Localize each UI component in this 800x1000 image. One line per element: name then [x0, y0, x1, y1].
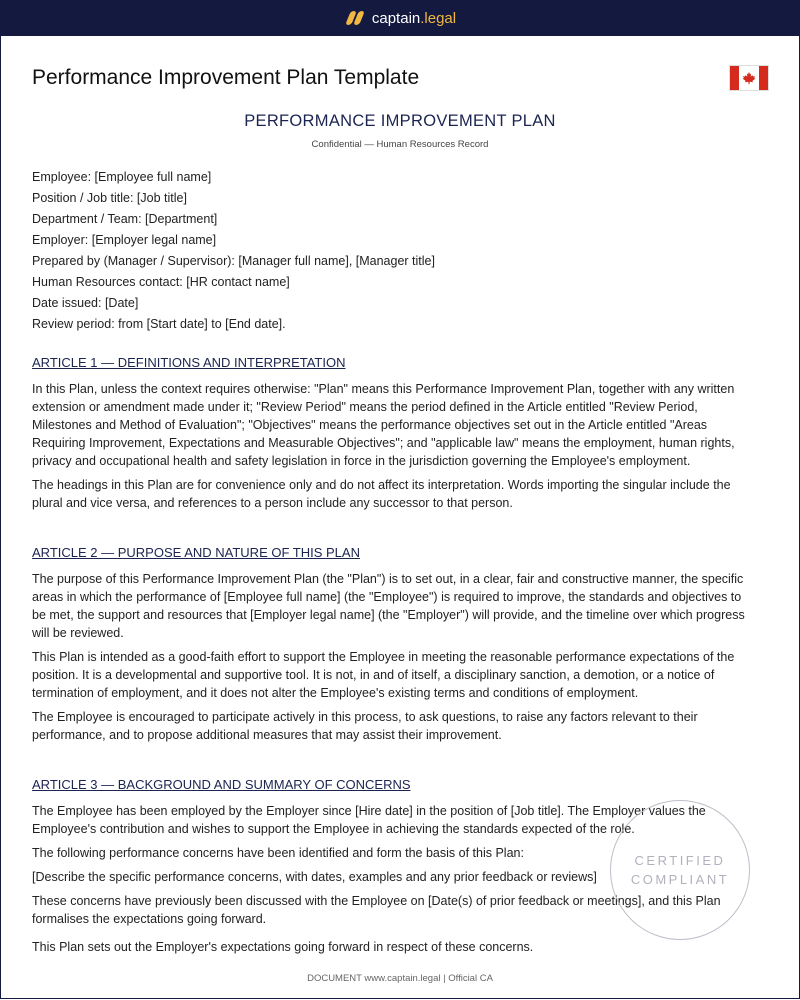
article-3-paragraph-1: The Employee has been employed by the Employer since [Hire date] in the position of [Job title]. The Employer values the Employee's contribution and wishes to support the Employee in achieving the standards expected of the role.	[32, 804, 706, 836]
article-2	[32, 544, 748, 750]
article-2-paragraph-2: This Plan is intended as a good-faith effort to support the Employee in meeting the reasonable performance expectations of the position. It is a developmental and supportive tool. It is not, in and of itself, a disciplinary sanction, a demotion, or a notice of termination of employment, and it does not alter the Employee's existing terms and conditions of employment.	[32, 650, 735, 700]
document-footer: DOCUMENT www.captain.legal | Official CA	[307, 973, 493, 984]
stamp-line-2: COMPLIANT	[630, 872, 730, 887]
article-2-paragraph-1: The purpose of this Performance Improvement Plan (the "Plan") is to set out, in a clear, fair and constructive manner, the specific areas in which the performance of [Employee full name] (the "Employee") is required to improve, the standards and objectives to be met, the support and resources that [Employer legal name] (the "Employer") will provide, and the timeline over which progress will be reviewed.	[32, 572, 745, 640]
field-review-period: Review period: from [Start date] to [End date].	[32, 317, 286, 331]
brand-tld: .legal	[420, 9, 457, 27]
plan-subheading: Confidential — Human Resources Record	[311, 139, 489, 150]
canada-flag-icon	[729, 65, 769, 91]
brand-logo[interactable]	[344, 10, 456, 27]
article-1-paragraph-1: In this Plan, unless the context requires otherwise: "Plan" means this Performance Improvement Plan, together with any written extension or amendment made under it; "Review Period" means the period defined in the Article entitled "Review Period, Milestones and Method of Evaluation"; "Objectives" means the performance objectives set out in the Article entitled "Areas Requiring Improvement, Expectations and Measurable Objectives"; and "applicable law" means the employment, human rights, privacy and occupational health and safety legislation in force in the jurisdiction governing the Employee's employment.	[32, 382, 735, 468]
article-3-paragraph-2: The following performance concerns have been identified and form the basis of this Plan:	[32, 846, 524, 860]
field-position: Position / Job title: [Job title]	[32, 191, 187, 205]
field-hr-contact: Human Resources contact: [HR contact name]	[32, 275, 290, 289]
article-3	[32, 776, 748, 962]
article-1-title: ARTICLE 1 — DEFINITIONS AND INTERPRETATION	[32, 355, 346, 370]
stamp-line-1: CERTIFIED	[634, 853, 726, 868]
field-prepared-by: Prepared by (Manager / Supervisor): [Manager full name], [Manager title]	[32, 254, 435, 268]
field-department: Department / Team: [Department]	[32, 212, 218, 226]
brand-name: captain	[371, 9, 421, 27]
article-1-paragraph-2: The headings in this Plan are for convenience only and do not affect its interpretation. Words importing the singular include the plural and vice versa, and references to a person include any successor to that person.	[32, 478, 731, 510]
article-3-paragraph-5: This Plan sets out the Employer's expectations going forward in respect of these concerns.	[32, 940, 534, 954]
field-date-issued: Date issued: [Date]	[32, 296, 139, 310]
field-employer: Employer: [Employer legal name]	[32, 233, 217, 247]
article-3-title: ARTICLE 3 — BACKGROUND AND SUMMARY OF CONCERNS	[32, 777, 411, 792]
article-2-paragraph-3: The Employee is encouraged to participate actively in this process, to ask questions, to raise any factors relevant to their performance, and to propose additional measures that may assist their improvement.	[32, 710, 698, 742]
top-bar	[0, 0, 800, 36]
article-2-title: ARTICLE 2 — PURPOSE AND NATURE OF THIS PLAN	[32, 545, 360, 560]
document-title: Performance Improvement Plan Template	[32, 66, 420, 89]
plan-heading: PERFORMANCE IMPROVEMENT PLAN	[244, 112, 556, 130]
captain-logo-icon	[344, 10, 364, 26]
article-3-paragraph-3: [Describe the specific performance concerns, with dates, examples and any prior feedback or reviews]	[32, 870, 597, 884]
employee-details	[32, 167, 435, 335]
field-employee: Employee: [Employee full name]	[32, 170, 212, 184]
article-3-paragraph-4: These concerns have previously been discussed with the Employee on [Date(s) of prior feedback or meetings], and this Plan formalises the expectations going forward.	[32, 894, 721, 926]
article-1	[32, 354, 748, 518]
